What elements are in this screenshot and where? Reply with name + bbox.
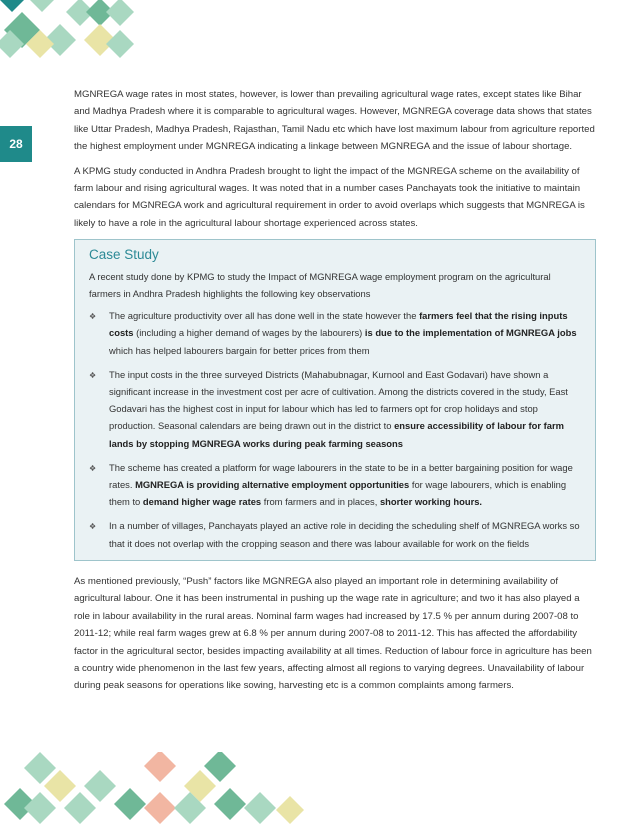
bullet-text: which has helped labourers bargain for better prices from them <box>109 344 370 356</box>
decorative-pattern-bottom <box>0 752 638 832</box>
diamond-bullet-icon: ❖ <box>89 463 97 473</box>
decorative-pattern-top <box>0 0 638 80</box>
bullet-text: from farmers and in places, <box>261 496 380 508</box>
diamond-bullet-icon: ❖ <box>89 522 97 532</box>
case-study-title: Case Study <box>89 247 159 263</box>
bullet-bold-text: shorter working hours. <box>379 496 483 508</box>
page-number: 28 <box>0 126 32 162</box>
main-content <box>74 86 596 702</box>
paragraph-wage-rates: MGNREGA wage rates in most states, however, is lower than prevailing agricultural wage rates, except states like Bihar and Madhya Pradesh where it is comparable to agricultural wages. However, MGNREGA coverage data shows that states like Uttar Pradesh, Madhya Pradesh, Rajasthan, Tamil Nadu etc which have lost maximum labour from agriculture reported the highest employment under MGNREGA indicating a linkage between MGNREGA and the issue of labour shortage. <box>74 89 595 153</box>
bullet-text: The agriculture productivity over all has done well in the state however the <box>109 310 420 322</box>
bullet-text: for wage labourers, which is enabling them to <box>109 479 567 508</box>
bullet-text: The input costs in the three surveyed Districts (Mahabubnagar, Kurnool and East Godavari) have shown a significant increase in the investment cost per acre of cultivation. Among the districts covered in the study, East Godavari has the highest cost in input for labour which has led to farmers opt for crop holidays and stop production. Seasonal calendars are being drawn out in the district to <box>109 368 568 432</box>
case-study-bullet <box>89 366 581 452</box>
case-study-intro: A recent study done by KPMG to study the Impact of MGNREGA wage employment program on the agricultural farmers in Andhra Pradesh highlights the following key observations <box>89 271 551 300</box>
bullet-bold-text: is due to the implementation of MGNREGA jobs <box>364 327 577 339</box>
case-study-bullet <box>89 307 581 359</box>
bullet-text: (including a higher demand of wages by the labourers) <box>133 327 365 339</box>
case-study-bullet <box>89 459 581 511</box>
diamond-bullet-icon: ❖ <box>89 370 97 380</box>
case-study-box <box>74 239 596 561</box>
case-study-bullet <box>89 517 581 551</box>
bullet-text: The scheme has created a platform for wage labourers in the state to be in a better bargaining position for wage rates. <box>109 461 573 491</box>
bullet-bold-text: ensure accessibility of labour for farm lands by stopping MGNREGA works during peak farming seasons <box>109 420 564 449</box>
bullet-bold-text: farmers feel that the rising inputs costs <box>109 310 568 339</box>
bullet-bold-text: MGNREGA is providing alternative employment opportunities <box>135 479 410 491</box>
bullet-text: In a number of villages, Panchayats played an active role in deciding the scheduling shelf of MGNREGA works so that it does not overlap with the cropping season and there was labour available for work on the fields <box>109 520 580 549</box>
paragraph-push-factors: As mentioned previously, “Push” factors like MGNREGA also played an important role in determining availability of agricultural labour. One it has been instrumental in pushing up the wage rate in agriculture; and two it has also played a role in labour availability in the rural areas. Nominal farm wages had increased by 17.5 % per annum during 2007-08 to 2011-12; while real farm wages grew at 6.8 % per annum during 2007-08 to 2011-12. This has affected the affordability factor in the agricultural sector, besides impacting availability at all times. Reduction of labour force in agriculture has been a country wide phenomenon in the last few years, affecting almost all regions to varying degrees. Unavailability of labour during peak seasons for operations like sowing, harvesting etc is a common complaints among farmers. <box>74 575 592 692</box>
paragraph-kpmg-study: A KPMG study conducted in Andhra Pradesh brought to light the impact of the MGNREGA scheme on the availability of farm labour and rising agricultural wages. It was noted that in a number cases Panchayats took the initiative to maintain calendars for MGNREGA work and agricultural requirement in order to avoid overlaps which suggests that MGNREGA is likely to have a role in the agricultural labour shortage experienced across states. <box>74 165 585 229</box>
diamond-bullet-icon: ❖ <box>89 312 97 322</box>
bullet-bold-text: demand higher wage rates <box>142 496 262 508</box>
